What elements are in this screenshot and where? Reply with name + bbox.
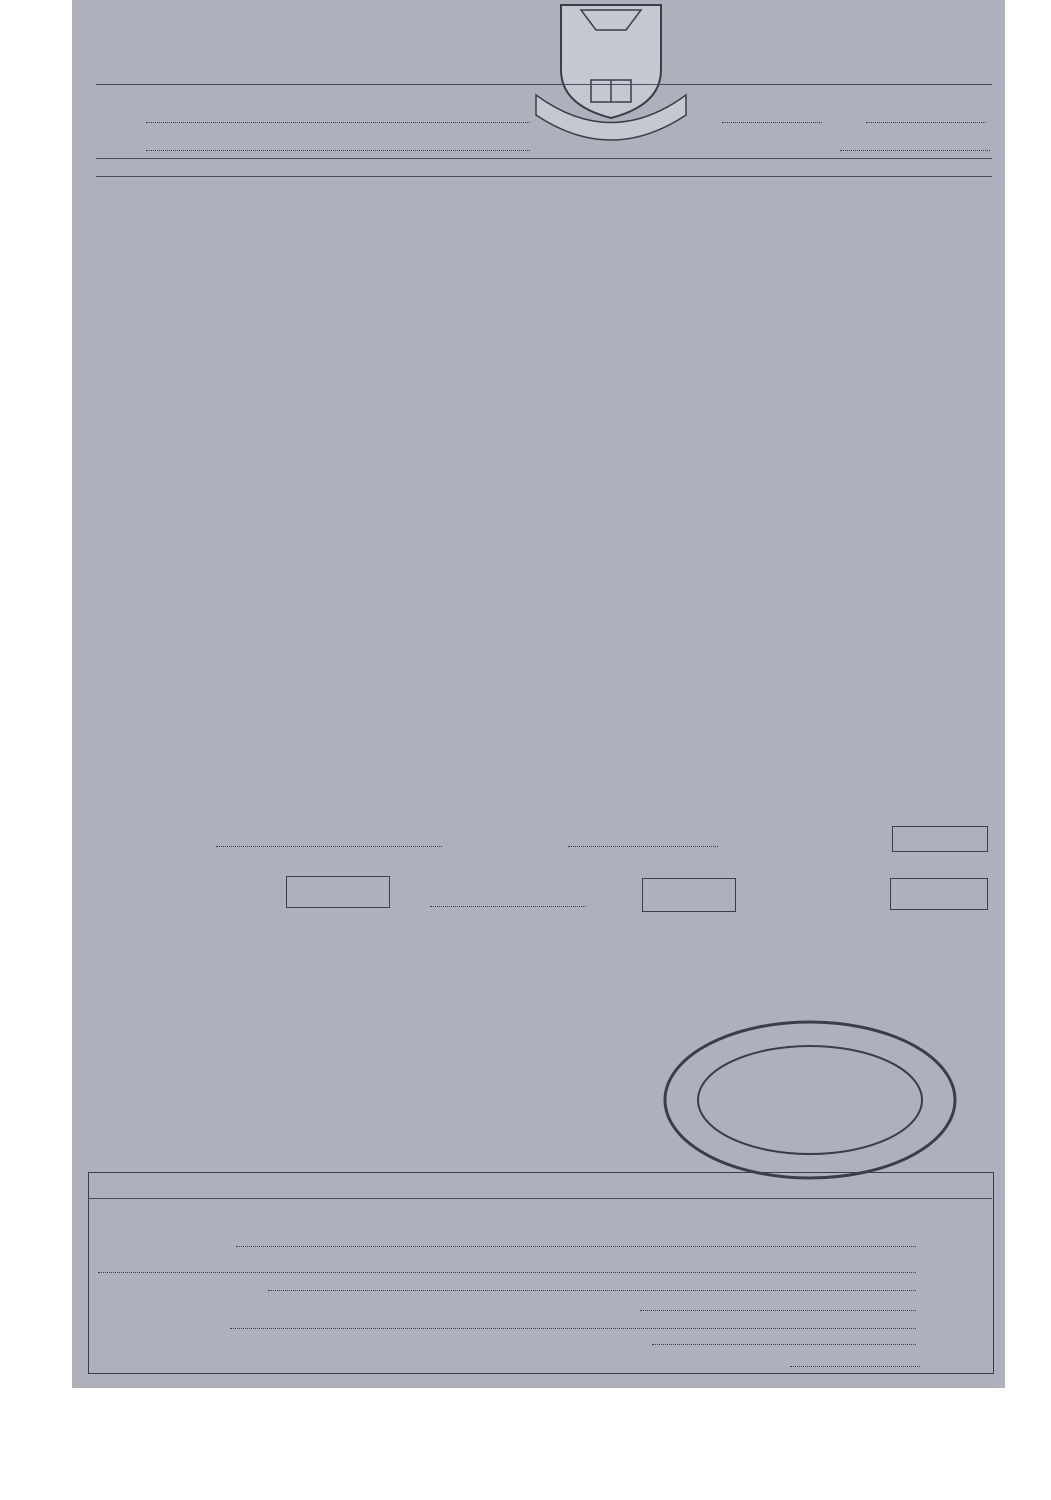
school-stamp-icon bbox=[660, 1018, 960, 1183]
std-rank-box[interactable] bbox=[642, 878, 736, 912]
class-rank-box bbox=[286, 876, 390, 908]
class-average-box[interactable] bbox=[892, 826, 988, 852]
std-average-box[interactable] bbox=[890, 878, 988, 910]
school-crest-icon bbox=[526, 0, 696, 145]
